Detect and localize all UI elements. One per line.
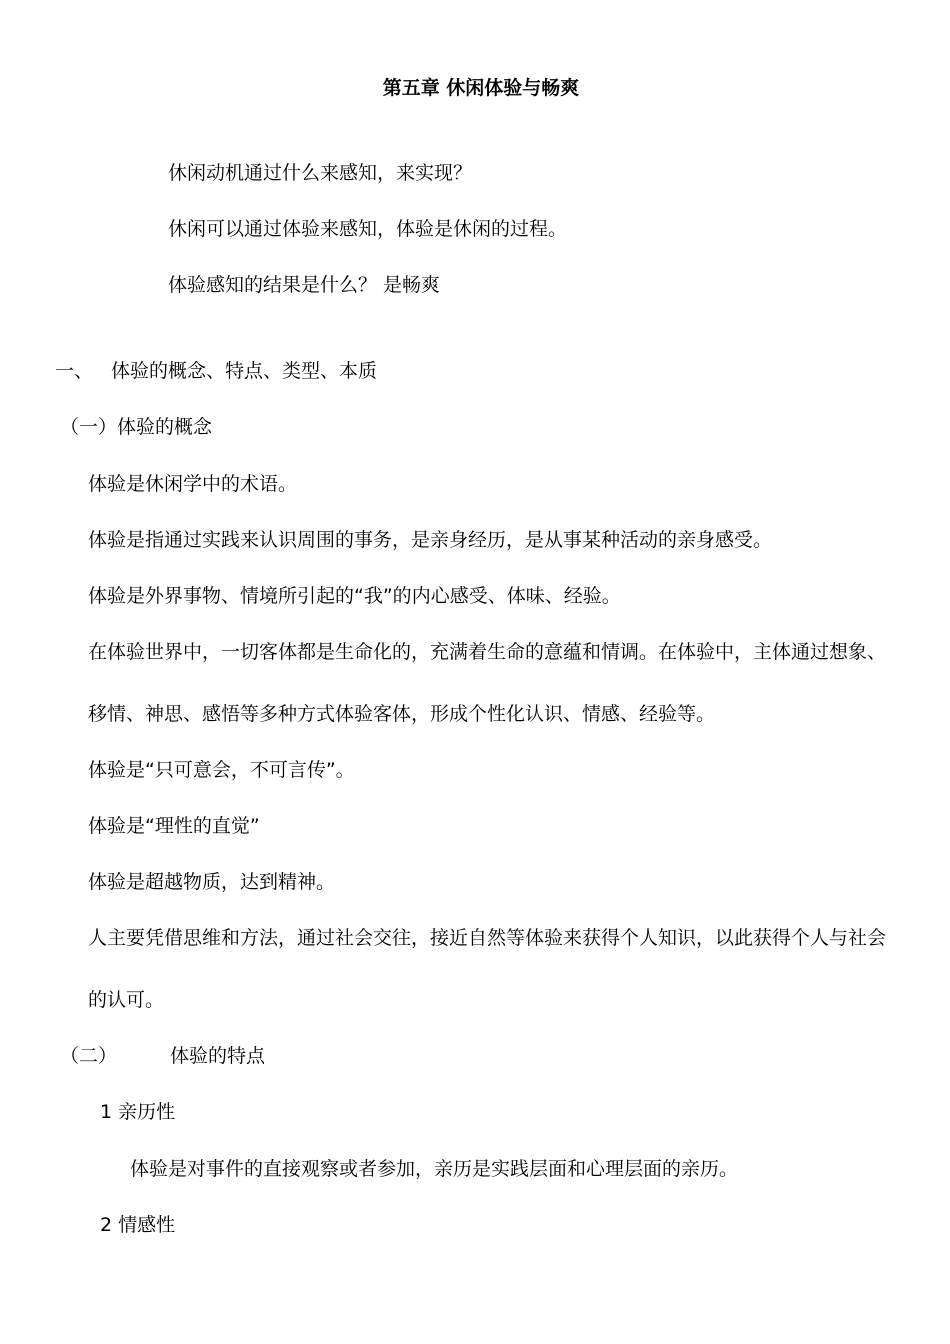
paragraph: 人主要凭借思维和方法，通过社会交往，接近自然等体验来获得个人知识，以此获得个人与社会	[88, 927, 887, 949]
paragraph: 体验是“只可意会，不可言传”。	[88, 759, 355, 781]
paragraph: 体验是休闲学中的术语。	[88, 473, 298, 495]
feature-description: 体验是对事件的直接观察或者参加，亲历是实践层面和心理层面的亲历。	[130, 1158, 739, 1180]
section-heading: 体验的概念、特点、类型、本质	[111, 360, 378, 382]
paragraph: 体验是“理性的直觉”	[88, 815, 260, 837]
feature-label: 2 情感性	[100, 1214, 176, 1236]
intro-question-1: 休闲动机通过什么来感知，来实现？	[168, 162, 473, 184]
subsection-number-features: （二）	[60, 1045, 118, 1067]
intro-question-2: 体验感知的结果是什么？ 是畅爽	[168, 274, 441, 296]
paragraph: 的认可。	[88, 989, 165, 1011]
paragraph: 体验是外界事物、情境所引起的“我”的内心感受、体味、经验。	[88, 585, 621, 607]
intro-answer-1: 休闲可以通过体验来感知，体验是休闲的过程。	[168, 218, 568, 240]
paragraph: 体验是指通过实践来认识周围的事务，是亲身经历，是从事某种活动的亲身感受。	[88, 529, 773, 551]
paragraph: 移情、神思、感悟等多种方式体验客体，形成个性化认识、情感、经验等。	[88, 703, 716, 725]
subsection-heading-concept: （一）体验的概念	[60, 416, 213, 438]
chapter-title: 第五章 休闲体验与畅爽	[382, 77, 580, 99]
paragraph: 在体验世界中，一切客体都是生命化的，充满着生命的意蕴和情调。在体验中，主体通过想象、	[88, 641, 887, 663]
section-number: 一、	[55, 360, 94, 382]
paragraph: 体验是超越物质，达到精神。	[88, 871, 336, 893]
feature-label: 1 亲历性	[100, 1101, 176, 1123]
subsection-heading-features: 体验的特点	[170, 1045, 266, 1067]
